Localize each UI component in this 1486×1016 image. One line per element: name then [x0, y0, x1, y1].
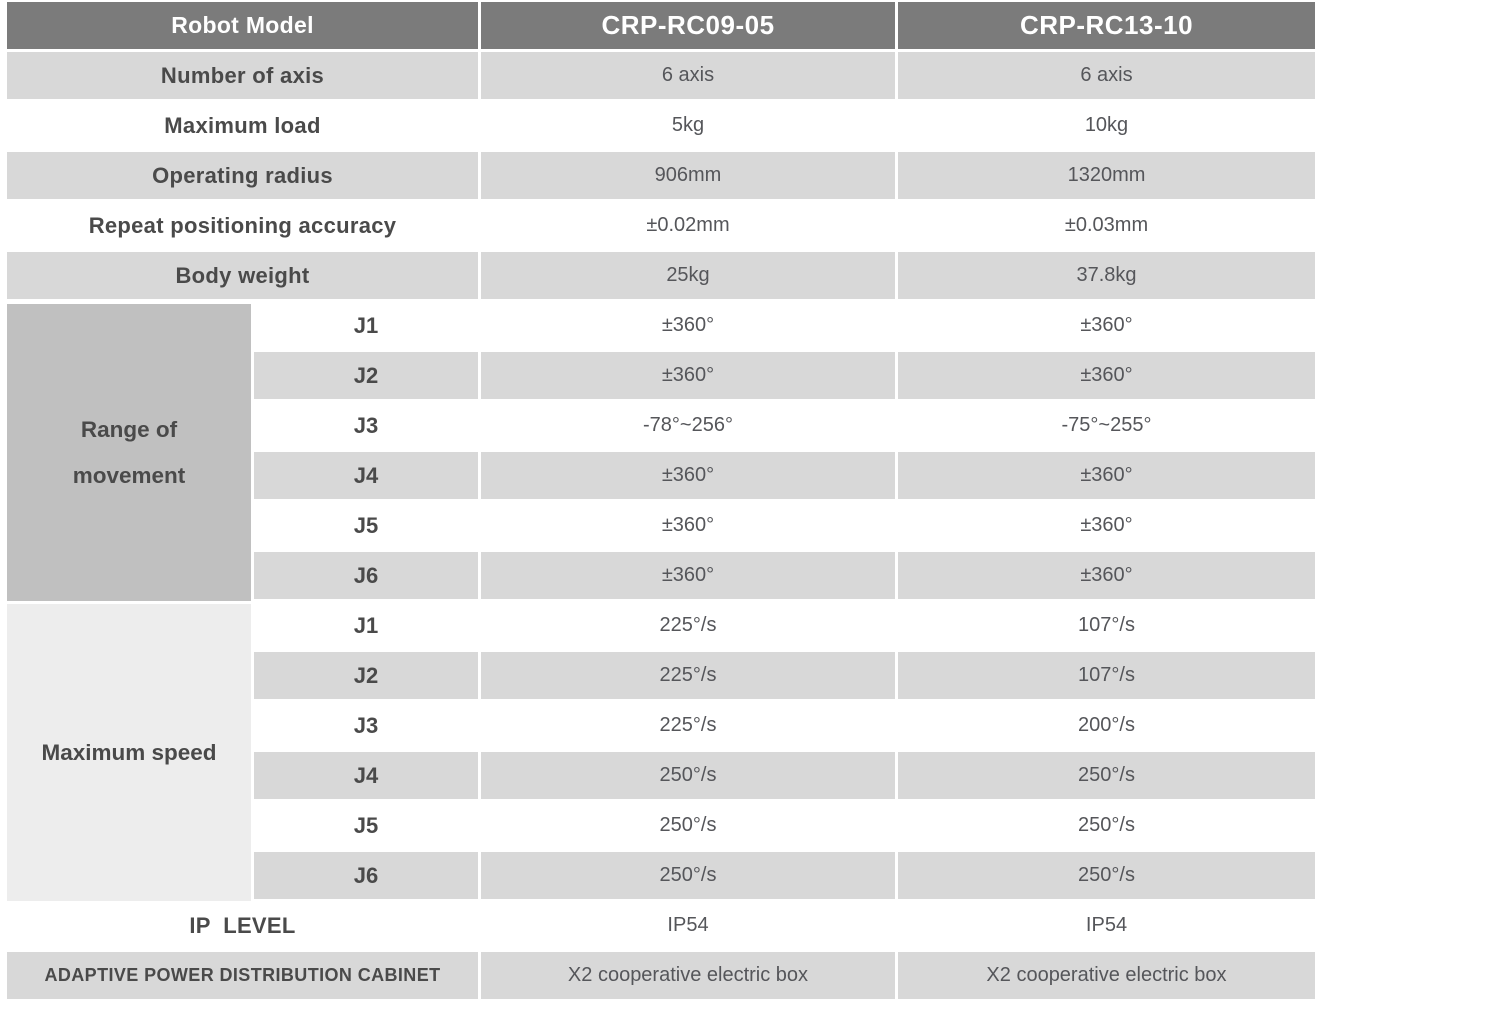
spec-value-model-1: 6 axis [481, 52, 895, 99]
joint-value-model-2: ±360° [898, 452, 1315, 499]
joint-value-model-1: 225°/s [481, 652, 895, 699]
maximum-speed-label: Maximum speed [41, 739, 217, 765]
joint-value-model-2: 250°/s [898, 852, 1315, 899]
joint-value-model-2: 200°/s [898, 702, 1315, 749]
joint-label: J2 [254, 352, 478, 399]
table-row [7, 902, 1315, 949]
header-robot-model: Robot Model [7, 2, 478, 49]
table-row [7, 252, 1315, 299]
joint-label: J1 [254, 602, 478, 649]
spec-label: Repeat positioning accuracy [7, 202, 478, 249]
table-header-row [7, 2, 1315, 49]
joint-label: J6 [254, 552, 478, 599]
joint-value-model-2: 107°/s [898, 652, 1315, 699]
joint-value-model-2: 250°/s [898, 802, 1315, 849]
joint-label: J5 [254, 502, 478, 549]
joint-label: J1 [254, 302, 478, 349]
joint-value-model-1: 225°/s [481, 702, 895, 749]
joint-label: J3 [254, 402, 478, 449]
range-of-movement-label: Range of movement [72, 416, 186, 488]
table-row [7, 52, 1315, 99]
header-model-crp-rc13-10: CRP-RC13-10 [898, 2, 1315, 49]
table-row [7, 952, 1315, 999]
joint-value-model-2: ±360° [898, 552, 1315, 599]
spec-label: IP LEVEL [7, 902, 478, 949]
table-row [7, 202, 1315, 249]
range-of-movement-section-cell [7, 304, 251, 601]
joint-label: J3 [254, 702, 478, 749]
joint-value-model-1: ±360° [481, 502, 895, 549]
joint-value-model-2: 107°/s [898, 602, 1315, 649]
joint-value-model-2: 250°/s [898, 752, 1315, 799]
joint-label: J5 [254, 802, 478, 849]
spec-value-model-2: IP54 [898, 902, 1315, 949]
joint-label: J6 [254, 852, 478, 899]
spec-value-model-1: 25kg [481, 252, 895, 299]
robot-spec-table [7, 2, 1315, 999]
joint-value-model-1: 250°/s [481, 802, 895, 849]
maximum-speed-section-cell [7, 604, 251, 901]
joint-value-model-1: 250°/s [481, 752, 895, 799]
spec-value-model-1: 906mm [481, 152, 895, 199]
joint-value-model-2: -75°~255° [898, 402, 1315, 449]
joint-value-model-2: ±360° [898, 302, 1315, 349]
joint-value-model-1: 250°/s [481, 852, 895, 899]
spec-label: Maximum load [7, 102, 478, 149]
spec-label: Body weight [7, 252, 478, 299]
spec-value-model-2: ±0.03mm [898, 202, 1315, 249]
spec-value-model-2: 37.8kg [898, 252, 1315, 299]
spec-label: Operating radius [7, 152, 478, 199]
joint-label: J2 [254, 652, 478, 699]
header-model-crp-rc09-05: CRP-RC09-05 [481, 2, 895, 49]
spec-label: ADAPTIVE POWER DISTRIBUTION CABINET [7, 952, 478, 999]
joint-value-model-1: ±360° [481, 552, 895, 599]
joint-value-model-1: 225°/s [481, 602, 895, 649]
joint-value-model-2: ±360° [898, 352, 1315, 399]
joint-value-model-1: -78°~256° [481, 402, 895, 449]
spec-value-model-1: IP54 [481, 902, 895, 949]
spec-value-model-2: 6 axis [898, 52, 1315, 99]
joint-value-model-1: ±360° [481, 302, 895, 349]
joint-label: J4 [254, 752, 478, 799]
table-row [7, 102, 1315, 149]
spec-value-model-1: 5kg [481, 102, 895, 149]
spec-value-model-2: X2 cooperative electric box [898, 952, 1315, 999]
spec-value-model-2: 10kg [898, 102, 1315, 149]
spec-value-model-2: 1320mm [898, 152, 1315, 199]
joint-value-model-1: ±360° [481, 452, 895, 499]
spec-value-model-1: ±0.02mm [481, 202, 895, 249]
spec-value-model-1: X2 cooperative electric box [481, 952, 895, 999]
joint-value-model-2: ±360° [898, 502, 1315, 549]
joint-label: J4 [254, 452, 478, 499]
spec-label: Number of axis [7, 52, 478, 99]
joint-value-model-1: ±360° [481, 352, 895, 399]
table-row [7, 152, 1315, 199]
